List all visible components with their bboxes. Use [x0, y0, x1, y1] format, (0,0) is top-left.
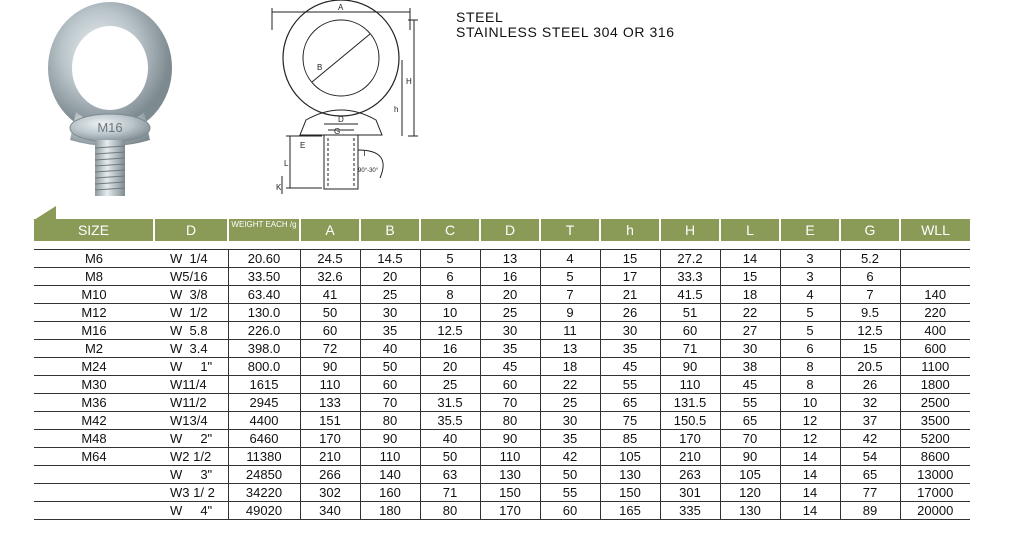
table-cell: 77 — [840, 484, 900, 502]
table-cell: 14 — [780, 466, 840, 484]
table-cell: 5 — [780, 304, 840, 322]
table-cell: 6 — [420, 268, 480, 286]
table-cell: 20000 — [900, 502, 970, 520]
table-cell: 6 — [780, 340, 840, 358]
table-cell: 65 — [600, 394, 660, 412]
dim-label-a: A — [338, 3, 344, 12]
table-cell: 90 — [360, 430, 420, 448]
table-cell: 5 — [420, 250, 480, 268]
table-row — [34, 484, 970, 502]
table-cell: 226.0 — [228, 322, 300, 340]
table-cell: 150 — [600, 484, 660, 502]
column-header: D — [154, 219, 228, 241]
table-cell: 50 — [360, 358, 420, 376]
table-cell: 30 — [480, 322, 540, 340]
table-cell: 130.0 — [228, 304, 300, 322]
table-cell: 54 — [840, 448, 900, 466]
table-cell: 55 — [540, 484, 600, 502]
column-header: WEIGHT EACH /g — [228, 219, 300, 241]
table-cell: 9 — [540, 304, 600, 322]
table-cell: 71 — [420, 484, 480, 502]
table-cell: 398.0 — [228, 340, 300, 358]
table-body — [34, 241, 970, 520]
dim-label-t: T — [362, 149, 367, 158]
table-cell: 60 — [300, 322, 360, 340]
table-cell: 49020 — [228, 502, 300, 520]
table-cell: 11380 — [228, 448, 300, 466]
table-cell: 12 — [780, 412, 840, 430]
column-header: A — [300, 219, 360, 241]
column-header: H — [660, 219, 720, 241]
table-cell: 70 — [480, 394, 540, 412]
table-cell: 12.5 — [840, 322, 900, 340]
table-cell: 8 — [780, 358, 840, 376]
dim-label-big-h: H — [406, 77, 412, 86]
table-cell: 25 — [540, 394, 600, 412]
table-cell: M48 — [34, 430, 154, 448]
table-cell: 150 — [480, 484, 540, 502]
table-cell: 18 — [540, 358, 600, 376]
spacer-cell — [840, 241, 900, 250]
table-header-row — [34, 219, 970, 241]
table-cell: 110 — [660, 376, 720, 394]
table-cell: 10 — [420, 304, 480, 322]
table-cell: 20.5 — [840, 358, 900, 376]
eye-bolt-drawing — [262, 0, 422, 206]
table-cell: 263 — [660, 466, 720, 484]
spacer-cell — [540, 241, 600, 250]
spacer-cell — [300, 241, 360, 250]
table-cell: 17000 — [900, 484, 970, 502]
table-cell: 266 — [300, 466, 360, 484]
table-cell: 5 — [780, 322, 840, 340]
table-cell: 180 — [360, 502, 420, 520]
table-cell: 55 — [720, 394, 780, 412]
table-cell: M2 — [34, 340, 154, 358]
table-cell: 60 — [360, 376, 420, 394]
material-list — [456, 10, 675, 40]
table-cell: 50 — [540, 466, 600, 484]
table-cell: 10 — [780, 394, 840, 412]
dim-label-angle: 90°-30° — [358, 168, 379, 174]
spacer-cell — [480, 241, 540, 250]
table-cell: W 1/4 — [154, 250, 228, 268]
table-cell: 45 — [480, 358, 540, 376]
table-cell: W 5.8 — [154, 322, 228, 340]
table-cell: 210 — [660, 448, 720, 466]
dim-label-b: B — [317, 63, 323, 72]
table-cell: 33.3 — [660, 268, 720, 286]
dim-label-l: L — [284, 159, 289, 168]
table-cell — [900, 268, 970, 286]
table-cell: 4 — [780, 286, 840, 304]
table-cell: 14 — [780, 502, 840, 520]
table-cell: 89 — [840, 502, 900, 520]
column-header: WLL — [900, 219, 970, 241]
table-cell — [34, 466, 154, 484]
table-cell: 90 — [480, 430, 540, 448]
column-header: h — [600, 219, 660, 241]
table-cell: 30 — [540, 412, 600, 430]
table-row — [34, 466, 970, 484]
table-cell: M8 — [34, 268, 154, 286]
table-cell: 24.5 — [300, 250, 360, 268]
table-cell: 9.5 — [840, 304, 900, 322]
table-cell — [34, 484, 154, 502]
table-cell: M16 — [34, 322, 154, 340]
table-cell: 14.5 — [360, 250, 420, 268]
column-header: C — [420, 219, 480, 241]
table-cell: W5/16 — [154, 268, 228, 286]
table-cell: 4400 — [228, 412, 300, 430]
table-cell: W 4" — [154, 502, 228, 520]
table-cell: 140 — [900, 286, 970, 304]
spacer-cell — [420, 241, 480, 250]
table-cell: 1800 — [900, 376, 970, 394]
eye-bolt-photo — [40, 0, 180, 206]
table-cell: 90 — [660, 358, 720, 376]
table-cell: 35 — [360, 322, 420, 340]
spacer-cell — [34, 241, 154, 250]
table-cell: 75 — [600, 412, 660, 430]
table-cell: 131.5 — [660, 394, 720, 412]
table-cell: 60 — [660, 322, 720, 340]
table-cell: 42 — [840, 430, 900, 448]
table-row — [34, 358, 970, 376]
table-cell: 30 — [600, 322, 660, 340]
table-cell: 160 — [360, 484, 420, 502]
table-cell — [900, 250, 970, 268]
table-cell: W 1/2 — [154, 304, 228, 322]
table-cell: 3 — [780, 268, 840, 286]
table-cell: 15 — [840, 340, 900, 358]
spacer-cell — [228, 241, 300, 250]
column-header: G — [840, 219, 900, 241]
table-cell: 31.5 — [420, 394, 480, 412]
spec-table — [34, 219, 970, 520]
table-cell: 11 — [540, 322, 600, 340]
table-cell: W11/2 — [154, 394, 228, 412]
table-cell: 110 — [360, 448, 420, 466]
table-row — [34, 250, 970, 268]
table-cell: 105 — [720, 466, 780, 484]
table-cell: 72 — [300, 340, 360, 358]
spacer-cell — [660, 241, 720, 250]
table-cell: M42 — [34, 412, 154, 430]
table-cell: 45 — [720, 376, 780, 394]
table-cell: M36 — [34, 394, 154, 412]
table-row — [34, 412, 970, 430]
table-row — [34, 322, 970, 340]
table-cell: 3500 — [900, 412, 970, 430]
table-row — [34, 376, 970, 394]
table-cell: 42 — [540, 448, 600, 466]
table-cell: 5 — [540, 268, 600, 286]
table-cell: 21 — [600, 286, 660, 304]
table-row — [34, 286, 970, 304]
table-cell: 8600 — [900, 448, 970, 466]
table-cell: 25 — [420, 376, 480, 394]
table-cell: 13 — [540, 340, 600, 358]
table-cell: M10 — [34, 286, 154, 304]
table-row — [34, 268, 970, 286]
table-cell: 150.5 — [660, 412, 720, 430]
table-cell: 210 — [300, 448, 360, 466]
table-row — [34, 340, 970, 358]
table-cell: 22 — [720, 304, 780, 322]
table-cell: 34220 — [228, 484, 300, 502]
table-cell: W 3/8 — [154, 286, 228, 304]
table-cell: 7 — [840, 286, 900, 304]
table-cell: 6 — [840, 268, 900, 286]
table-cell: 24850 — [228, 466, 300, 484]
table-cell: 26 — [840, 376, 900, 394]
table-cell: 16 — [480, 268, 540, 286]
table-cell: 220 — [900, 304, 970, 322]
table-spacer-row — [34, 241, 970, 250]
spacer-cell — [780, 241, 840, 250]
table-cell: 33.50 — [228, 268, 300, 286]
table-cell: 12 — [780, 430, 840, 448]
table-cell: 27.2 — [660, 250, 720, 268]
table-row — [34, 304, 970, 322]
table-cell: 6460 — [228, 430, 300, 448]
table-cell: 15 — [720, 268, 780, 286]
dim-label-h: h — [394, 105, 399, 114]
table-cell: 90 — [720, 448, 780, 466]
table-cell: W3 1/ 2 — [154, 484, 228, 502]
table-cell: W2 1/2 — [154, 448, 228, 466]
table-cell: 110 — [480, 448, 540, 466]
dim-label-k: K — [276, 183, 282, 192]
table-cell: 110 — [300, 376, 360, 394]
table-cell: 20 — [360, 268, 420, 286]
table-cell: 35.5 — [420, 412, 480, 430]
table-cell: 63 — [420, 466, 480, 484]
dim-label-e: E — [300, 141, 306, 150]
table-cell: 40 — [420, 430, 480, 448]
table-cell: 30 — [720, 340, 780, 358]
table-cell: 41.5 — [660, 286, 720, 304]
table-cell: 35 — [600, 340, 660, 358]
table-cell: 63.40 — [228, 286, 300, 304]
table-cell: M30 — [34, 376, 154, 394]
table-cell: 2945 — [228, 394, 300, 412]
table-cell: 800.0 — [228, 358, 300, 376]
table-cell: 90 — [300, 358, 360, 376]
table-cell: 120 — [720, 484, 780, 502]
table-cell: 2500 — [900, 394, 970, 412]
table-cell: 16 — [420, 340, 480, 358]
table-cell: 14 — [780, 484, 840, 502]
table-cell: 165 — [600, 502, 660, 520]
table-cell: 170 — [660, 430, 720, 448]
table-cell: 18 — [720, 286, 780, 304]
table-cell: 51 — [660, 304, 720, 322]
spacer-cell — [154, 241, 228, 250]
table-row — [34, 394, 970, 412]
spacer-cell — [360, 241, 420, 250]
table-cell: 14 — [780, 448, 840, 466]
table-cell: 133 — [300, 394, 360, 412]
table-cell: 60 — [480, 376, 540, 394]
table-cell: 80 — [480, 412, 540, 430]
table-cell: 65 — [840, 466, 900, 484]
table-cell: 13 — [480, 250, 540, 268]
table-cell: 38 — [720, 358, 780, 376]
table-row — [34, 430, 970, 448]
material-steel: STEEL — [456, 9, 504, 25]
spec-table-container — [34, 219, 970, 520]
table-cell: 3 — [780, 250, 840, 268]
table-cell: 70 — [360, 394, 420, 412]
table-cell: 22 — [540, 376, 600, 394]
table-cell: 105 — [600, 448, 660, 466]
column-header: SIZE — [34, 219, 154, 241]
table-cell: 130 — [600, 466, 660, 484]
table-cell: 4 — [540, 250, 600, 268]
table-cell: 17 — [600, 268, 660, 286]
table-cell: 600 — [900, 340, 970, 358]
table-cell: 32.6 — [300, 268, 360, 286]
table-cell: W 3" — [154, 466, 228, 484]
table-cell: 7 — [540, 286, 600, 304]
table-cell: W 1" — [154, 358, 228, 376]
table-cell: 20 — [480, 286, 540, 304]
table-cell: 32 — [840, 394, 900, 412]
table-cell: 170 — [300, 430, 360, 448]
table-cell: 85 — [600, 430, 660, 448]
table-cell: 41 — [300, 286, 360, 304]
table-cell: 170 — [480, 502, 540, 520]
table-cell: 301 — [660, 484, 720, 502]
table-cell: 130 — [480, 466, 540, 484]
table-cell: 14 — [720, 250, 780, 268]
table-cell: 302 — [300, 484, 360, 502]
table-cell: 70 — [720, 430, 780, 448]
table-cell: M24 — [34, 358, 154, 376]
table-cell: 13000 — [900, 466, 970, 484]
table-cell: 50 — [420, 448, 480, 466]
table-cell: 25 — [360, 286, 420, 304]
table-cell: 71 — [660, 340, 720, 358]
column-header: E — [780, 219, 840, 241]
table-cell: 1100 — [900, 358, 970, 376]
table-cell: 45 — [600, 358, 660, 376]
table-cell: 5.2 — [840, 250, 900, 268]
table-cell: 8 — [420, 286, 480, 304]
table-cell: 40 — [360, 340, 420, 358]
table-cell: 35 — [540, 430, 600, 448]
material-stainless: STAINLESS STEEL 304 OR 316 — [456, 24, 675, 40]
table-cell: 80 — [420, 502, 480, 520]
table-cell: 20 — [420, 358, 480, 376]
column-header: D — [480, 219, 540, 241]
column-header: B — [360, 219, 420, 241]
table-cell: 65 — [720, 412, 780, 430]
table-cell: 15 — [600, 250, 660, 268]
table-cell — [34, 502, 154, 520]
table-cell: W 2" — [154, 430, 228, 448]
table-row — [34, 448, 970, 466]
table-cell: 335 — [660, 502, 720, 520]
dim-label-g: G — [334, 127, 341, 136]
table-cell: W13/4 — [154, 412, 228, 430]
table-cell: 130 — [720, 502, 780, 520]
table-cell: 5200 — [900, 430, 970, 448]
table-cell: 80 — [360, 412, 420, 430]
table-cell: W11/4 — [154, 376, 228, 394]
table-cell: 27 — [720, 322, 780, 340]
table-cell: 50 — [300, 304, 360, 322]
table-cell: 12.5 — [420, 322, 480, 340]
table-cell: 140 — [360, 466, 420, 484]
photo-marking: M16 — [97, 120, 123, 135]
dim-label-d: D — [338, 115, 344, 124]
table-row — [34, 502, 970, 520]
table-cell: 25 — [480, 304, 540, 322]
table-cell: 37 — [840, 412, 900, 430]
table-cell: 20.60 — [228, 250, 300, 268]
spacer-cell — [900, 241, 970, 250]
table-cell: 35 — [480, 340, 540, 358]
column-header: L — [720, 219, 780, 241]
table-cell: 400 — [900, 322, 970, 340]
table-cell: 60 — [540, 502, 600, 520]
column-header: T — [540, 219, 600, 241]
spacer-cell — [600, 241, 660, 250]
table-cell: 151 — [300, 412, 360, 430]
header-tab-corner — [34, 206, 56, 220]
table-cell: M12 — [34, 304, 154, 322]
table-cell: 30 — [360, 304, 420, 322]
table-cell: 340 — [300, 502, 360, 520]
table-cell: M6 — [34, 250, 154, 268]
table-cell: 26 — [600, 304, 660, 322]
spacer-cell — [720, 241, 780, 250]
table-cell: 1615 — [228, 376, 300, 394]
table-cell: W 3.4 — [154, 340, 228, 358]
table-cell: 55 — [600, 376, 660, 394]
table-cell: M64 — [34, 448, 154, 466]
table-cell: 8 — [780, 376, 840, 394]
